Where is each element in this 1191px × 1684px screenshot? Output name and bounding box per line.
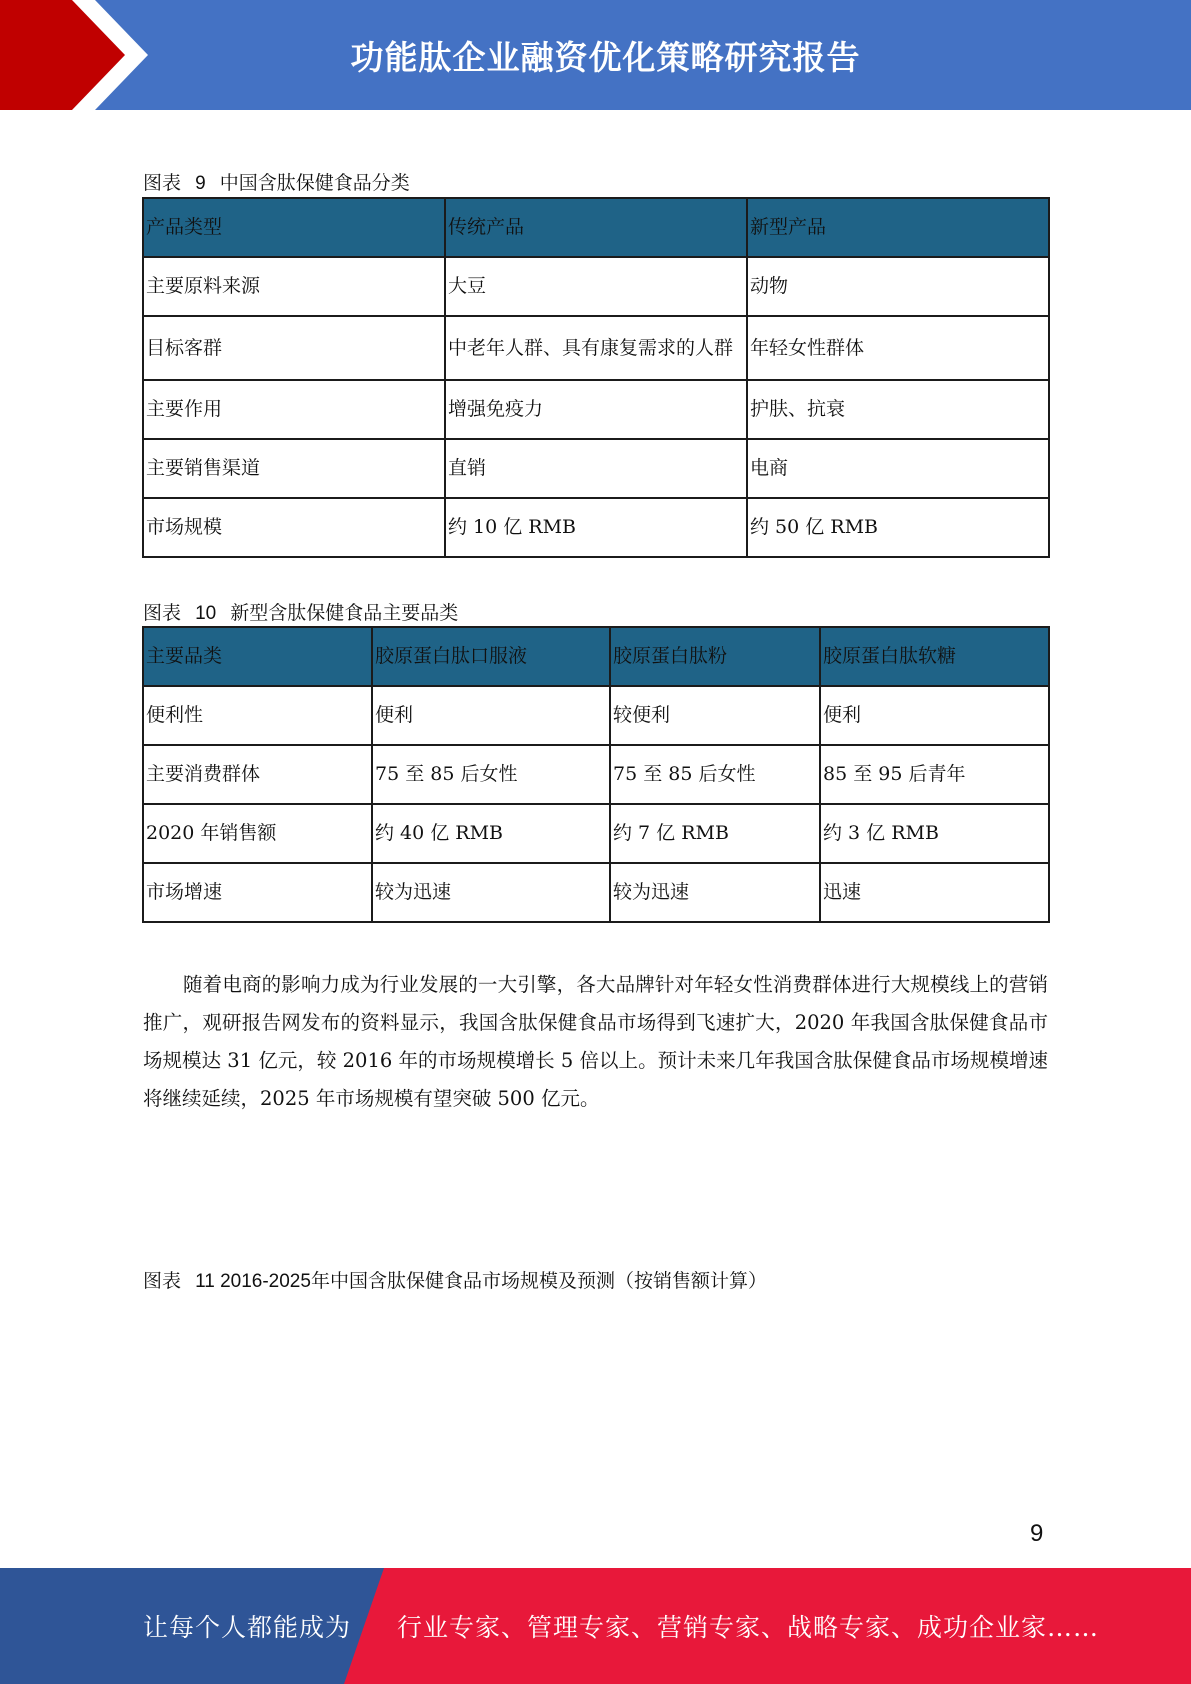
caption-number: 11 2016-2025: [195, 1271, 311, 1292]
header-cell: 新型产品: [747, 198, 1049, 257]
peptide-category-table: [142, 626, 1050, 923]
table-row: [143, 745, 1049, 804]
table-cell: 主要消费群体: [143, 745, 372, 804]
caption-text: 新型含肽保健食品主要品类: [230, 602, 459, 624]
table-cell: 护肤、抗衰: [747, 380, 1049, 439]
table-cell: 较为迅速: [372, 863, 610, 922]
table-cell: 中老年人群、具有康复需求的人群: [445, 316, 747, 380]
table-cell: 较便利: [610, 686, 820, 745]
header-cell: 主要品类: [143, 627, 372, 686]
table-cell: 约 7 亿 RMB: [610, 804, 820, 863]
caption-number: 9: [195, 173, 206, 194]
table-row: [143, 498, 1049, 557]
table-cell: 直销: [445, 439, 747, 498]
caption-prefix: 图表: [143, 172, 182, 194]
report-footer: [0, 1568, 1191, 1684]
header-cell: 胶原蛋白肽粉: [610, 627, 820, 686]
table-cell: 主要销售渠道: [143, 439, 445, 498]
table-header-row: [143, 198, 1049, 257]
table-row: [143, 380, 1049, 439]
header-cell: 胶原蛋白肽口服液: [372, 627, 610, 686]
table-cell: 较为迅速: [610, 863, 820, 922]
table-cell: 动物: [747, 257, 1049, 316]
table-cell: 约 50 亿 RMB: [747, 498, 1049, 557]
table-header-row: [143, 627, 1049, 686]
table-cell: 大豆: [445, 257, 747, 316]
table-row: [143, 863, 1049, 922]
figure11-caption: [143, 1266, 767, 1293]
table-cell: 约 40 亿 RMB: [372, 804, 610, 863]
caption-text: 年中国含肽保健食品市场规模及预测（按销售额计算）: [310, 1270, 767, 1292]
table-cell: 市场规模: [143, 498, 445, 557]
table10-caption: [143, 598, 458, 625]
page-number: 9: [1030, 1520, 1044, 1547]
caption-prefix: 图表: [143, 602, 182, 624]
product-classification-table: [142, 197, 1050, 558]
report-title: 功能肽企业融资优化策略研究报告: [350, 37, 861, 77]
table-row: [143, 686, 1049, 745]
caption-prefix: 图表: [143, 1270, 182, 1292]
report-header: [0, 0, 1191, 110]
table-row: [143, 316, 1049, 380]
table-cell: 目标客群: [143, 316, 445, 380]
body-paragraph: 随着电商的影响力成为行业发展的一大引擎，各大品牌针对年轻女性消费群体进行大规模线上的营销推广，观研报告网发布的资料显示，我国含肽保健食品市场得到飞速扩大，2020 年我国含肽保健食品市场规模达 31 亿元，较 2016 年的市场规模增长 5 倍以上。预计未来几年我国含肽保健食品市场规模增速将继续延续，2025 年市场规模有望突破 500 亿元。: [143, 973, 1048, 1110]
table-cell: 增强免疫力: [445, 380, 747, 439]
table-cell: 市场增速: [143, 863, 372, 922]
table-row: [143, 439, 1049, 498]
table9-caption: [143, 168, 410, 195]
table-cell: 主要原料来源: [143, 257, 445, 316]
table-cell: 约 3 亿 RMB: [820, 804, 1049, 863]
caption-number: 10: [195, 603, 217, 624]
table-cell: 主要作用: [143, 380, 445, 439]
table-row: [143, 257, 1049, 316]
table-cell: 75 至 85 后女性: [372, 745, 610, 804]
table-cell: 便利性: [143, 686, 372, 745]
table-cell: 便利: [372, 686, 610, 745]
table-cell: 约 10 亿 RMB: [445, 498, 747, 557]
table-cell: 电商: [747, 439, 1049, 498]
table-cell: 85 至 95 后青年: [820, 745, 1049, 804]
table-cell: 2020 年销售额: [143, 804, 372, 863]
table-cell: 迅速: [820, 863, 1049, 922]
header-cell: 胶原蛋白肽软糖: [820, 627, 1049, 686]
footer-slogan-right: 行业专家、管理专家、营销专家、战略专家、成功企业家……: [397, 1613, 1100, 1642]
header-cell: 传统产品: [445, 198, 747, 257]
table-cell: 便利: [820, 686, 1049, 745]
footer-slogan-left: 让每个人都能成为: [143, 1613, 352, 1642]
header-cell: 产品类型: [143, 198, 445, 257]
table-row: [143, 804, 1049, 863]
caption-text: 中国含肽保健食品分类: [219, 172, 410, 194]
table-cell: 75 至 85 后女性: [610, 745, 820, 804]
table-cell: 年轻女性群体: [747, 316, 1049, 380]
